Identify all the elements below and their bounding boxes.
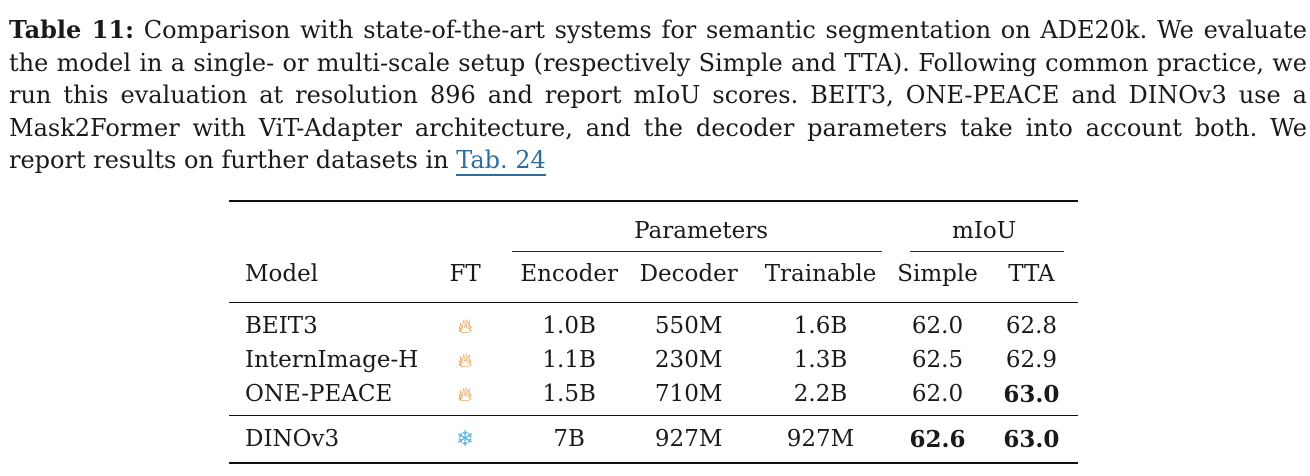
cell-model: BEIT3 — [245, 313, 318, 339]
cell-simple: 62.0 — [911, 313, 964, 339]
cell-decoder: 550M — [654, 313, 723, 339]
header-trainable: Trainable — [751, 252, 890, 303]
table-row — [229, 416, 1078, 464]
header-simple: Simple — [890, 252, 985, 303]
cell-decoder: 710M — [654, 381, 723, 407]
cell-trainable: 1.6B — [793, 313, 848, 339]
cell-tta: 62.8 — [1005, 313, 1058, 339]
cell-encoder: 1.1B — [542, 347, 596, 373]
cell-encoder: 1.5B — [542, 381, 596, 407]
fire-icon: 🔥︎ — [457, 382, 473, 406]
header-tta: TTA — [985, 252, 1078, 303]
snowflake-icon: ❄︎ — [455, 427, 475, 452]
cell-encoder: 7B — [512, 416, 627, 464]
miou-group-header: mIoU — [890, 201, 1078, 252]
cell-simple: 62.0 — [911, 381, 964, 407]
header-decoder: Decoder — [626, 252, 750, 303]
cell-tta: 62.9 — [1005, 347, 1058, 373]
cell-model: DINOv3 — [229, 416, 418, 464]
table-row — [229, 303, 1078, 344]
caption-label: Table 11: — [9, 15, 135, 44]
parameters-group-header: Parameters — [512, 201, 890, 252]
results-table — [229, 200, 1078, 464]
header-ft: FT — [418, 252, 512, 303]
cell-model: ONE-PEACE — [245, 381, 393, 407]
cell-decoder: 230M — [654, 347, 723, 373]
table-row — [229, 343, 1078, 377]
caption-text: Comparison with state-of-the-art systems for semantic segmentation on ADE20k. We evaluate the model in a single- or multi-scale setup (respectively Simple and TTA). Following common practice, we run this evaluation at resolution 896 and report mIoU scores. BEIT3, ONE-PEACE and DINOv3 use a Mask2Former with ViT-Adapter architecture, and the decoder parameters take into account both. We report results on further datasets in — [9, 16, 1307, 174]
header-model: Model — [229, 252, 418, 303]
cell-decoder: 927M — [626, 416, 750, 464]
cell-model: InternImage-H — [245, 347, 419, 373]
cell-simple: 62.6 — [890, 416, 985, 464]
table-row — [229, 377, 1078, 416]
cell-trainable: 1.3B — [793, 347, 848, 373]
fire-icon: 🔥︎ — [457, 348, 473, 372]
cell-simple: 62.5 — [911, 347, 964, 373]
cell-tta: 63.0 — [985, 416, 1078, 464]
cell-encoder: 1.0B — [542, 313, 596, 339]
header-encoder: Encoder — [512, 252, 627, 303]
cell-trainable: 2.2B — [793, 381, 848, 407]
cell-trainable: 927M — [751, 416, 890, 464]
cell-tta: 63.0 — [1003, 380, 1060, 408]
fire-icon: 🔥︎ — [457, 314, 473, 338]
table-reference-link[interactable]: Tab. 24 — [456, 146, 546, 174]
table-caption — [9, 14, 1307, 177]
